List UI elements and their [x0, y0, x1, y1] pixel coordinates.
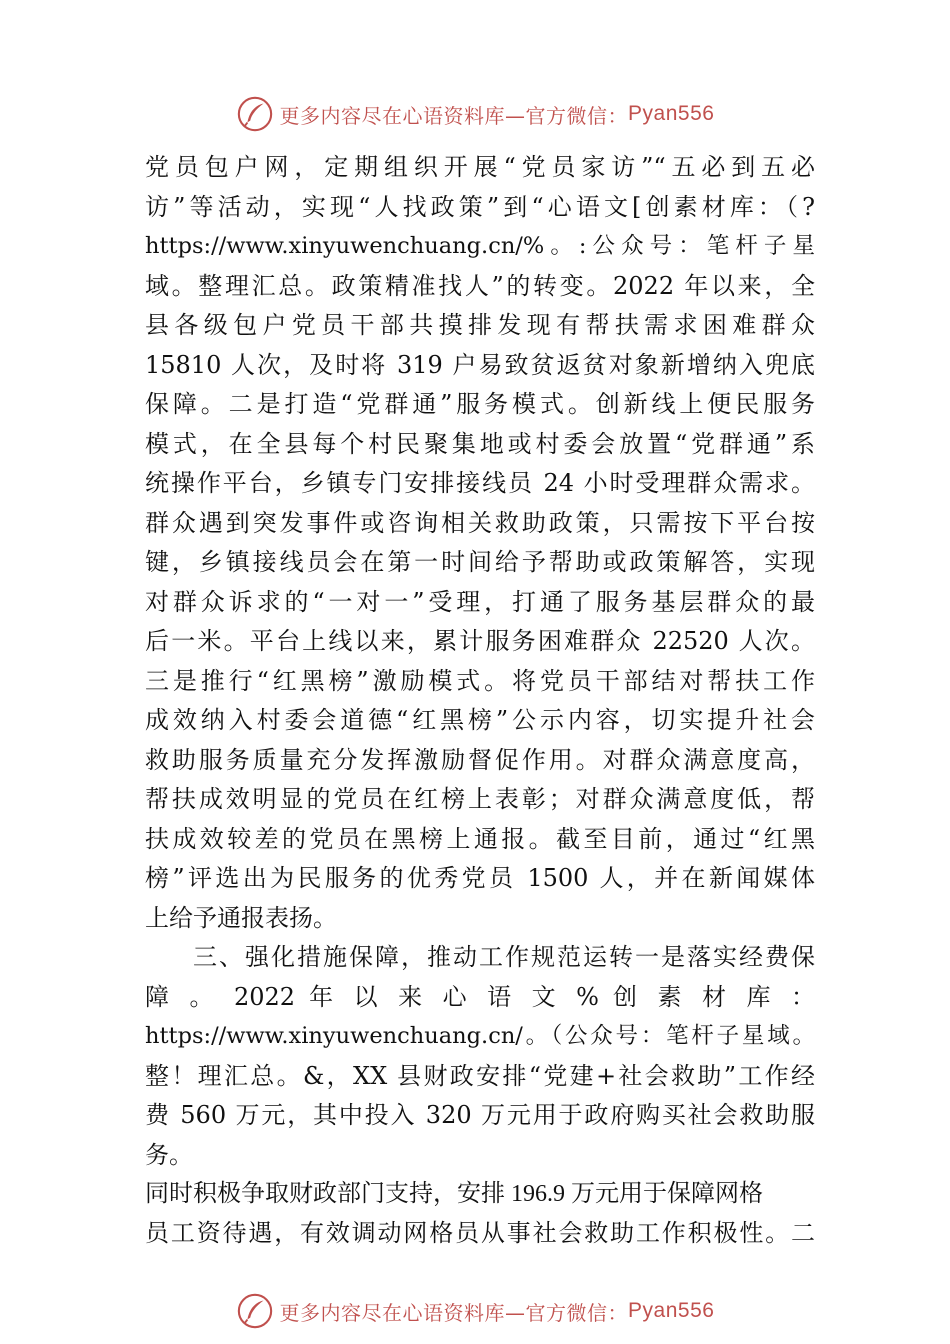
feather-pen-icon: [236, 95, 274, 133]
text-line: 员工资待遇，有效调动网格员从事社会救助工作积极性。二: [145, 1220, 815, 1247]
text-line: 扶成效较差的党员在黑榜上通报。截至目前，通过“红黑: [145, 824, 815, 853]
text-line: 救助服务质量充分发挥激励督促作用。对群众满意度高，: [145, 745, 815, 774]
text-line: https://www.xinyuwenchuang.cn/。（公众号：笔杆子星域。: [145, 1023, 815, 1049]
text-line: 费 560 万元，其中投入 320 万元用于政府购买社会救助服: [145, 1101, 815, 1129]
header-watermark: [0, 94, 950, 134]
text-line: 15810 人次，及时将 319 户易致贫返贫对象新增纳入兜底: [145, 350, 815, 379]
text-line: 统操作平台，乡镇专门安排接线员 24 小时受理群众需求。: [145, 469, 815, 497]
text-line: 访”等活动，实现“人找政策”到“心语文[创素材库：（?: [145, 192, 815, 221]
text-line: 域。整理汇总。政策精准找人”的转变。2022 年以来，全: [145, 271, 815, 300]
text-line: 群众遇到突发事件或咨询相关救助政策，只需按下平台按: [145, 508, 815, 537]
feather-pen-icon: [236, 1292, 274, 1330]
watermark-text: 更多内容尽在心语资料库—官方微信：: [279, 1300, 629, 1325]
watermark-account: Pyan556: [628, 102, 715, 125]
text-line: 对群众诉求的“一对一”受理，打通了服务基层群众的最: [145, 587, 815, 616]
footer-watermark: [0, 1291, 950, 1331]
text-line: 成效纳入村委会道德“红黑榜”公示内容，切实提升社会: [145, 706, 815, 734]
text-line: 县各级包户党员干部共摸排发现有帮扶需求困难群众: [145, 311, 815, 339]
text-line: 务。: [145, 1140, 193, 1169]
watermark-text: 更多内容尽在心语资料库—官方微信：: [279, 103, 629, 128]
document-body: [145, 148, 815, 1254]
text-line: 三是推行“红黑榜”激励模式。将党员干部结对帮扶工作: [145, 666, 815, 695]
text-line: 整！理汇总。&，XX 县财政安排“党建+社会救助”工作经: [145, 1061, 815, 1090]
text-line: 后一米。平台上线以来，累计服务困难群众 22520 人次。: [145, 627, 815, 655]
text-line: 键，乡镇接线员会在第一时间给予帮助或政策解答，实现: [145, 548, 815, 576]
text-line: 上给予通报表扬。: [145, 903, 337, 932]
text-line: https://www.xinyuwenchuang.cn/%。:公众号：笔杆子星: [145, 233, 815, 259]
text-line: 党员包户网，定期组织开展“党员家访”“五必到五必: [145, 153, 815, 181]
text-line: 同时积极争取财政部门支持，安排 196.9 万元用于保障网格: [145, 1181, 763, 1207]
text-line: 帮扶成效明显的党员在红榜上表彰；对群众满意度低，帮: [145, 785, 815, 813]
section-heading-line: 三、强化措施保障，推动工作规范运转一是落实经费保: [193, 943, 815, 971]
text-line: 模式，在全县每个村民聚集地或村委会放置“党群通”系: [145, 429, 815, 458]
watermark-account: Pyan556: [628, 1299, 715, 1322]
text-line: 榜”评选出为民服务的优秀党员 1500 人，并在新闻媒体: [145, 864, 815, 892]
text-line: 障 。 2022 年 以 来 心 语 文 % 创 素 材 库 ：: [145, 982, 815, 1011]
text-line: 保障。二是打造“党群通”服务模式。创新线上便民服务: [145, 390, 815, 418]
